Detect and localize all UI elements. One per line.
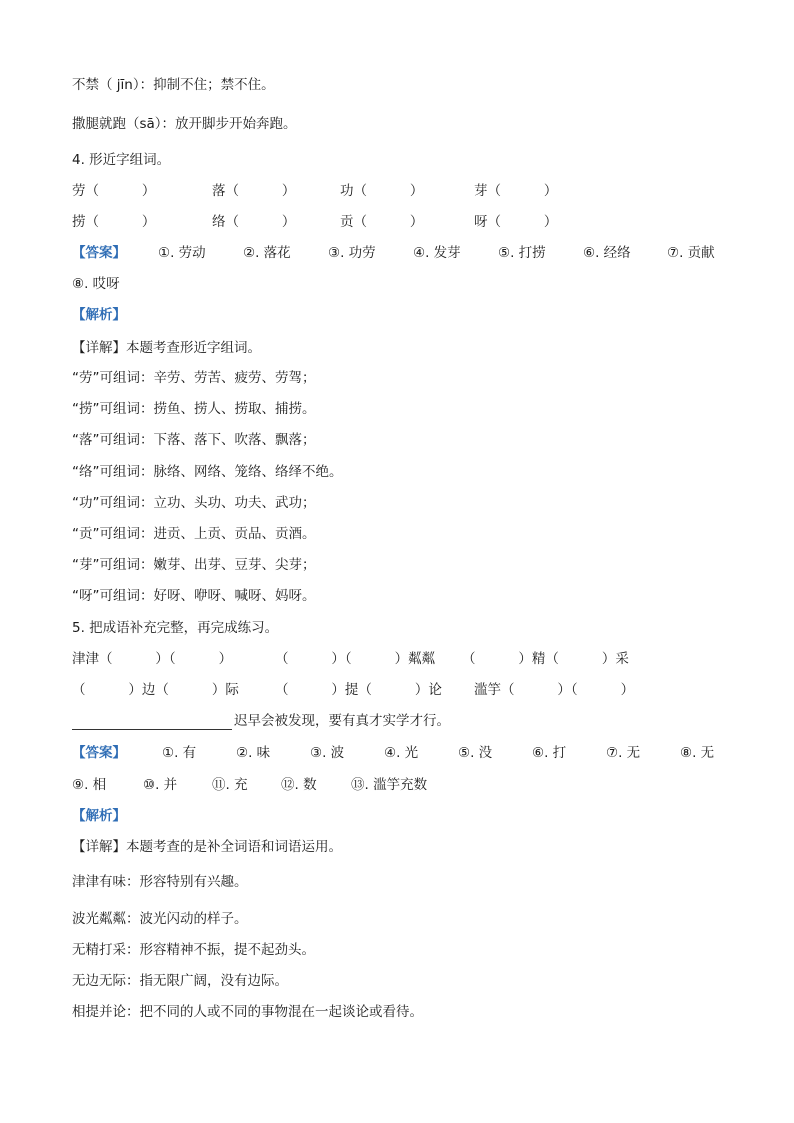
q4-explain-line: “劳”可组词：辛劳、劳苦、疲劳、劳驾；	[72, 370, 316, 386]
q5-explain-line: 波光粼粼：波光闪动的样子。	[72, 911, 248, 927]
definition-jin: 不禁（ jīn）：抑制不住；禁不住。	[72, 77, 275, 93]
q5-idiom-blank: （ ）（ ）粼粼	[275, 651, 436, 667]
q5-answer: ⑦. 无	[606, 745, 641, 761]
q5-idiom-blank: （ ）提（ ）论	[275, 682, 442, 698]
q4-title: 4. 形近字组词。	[72, 152, 171, 168]
fill-in-blank-underline	[72, 729, 232, 730]
q4-answer: ⑦. 贡献	[667, 245, 715, 261]
q4-explain-line: “落”可组词：下落、落下、吹落、飘落；	[72, 432, 316, 448]
q5-answer: ①. 有	[162, 745, 197, 761]
q4-explain-line: “芽”可组词：嫩芽、出芽、豆芽、尖芽；	[72, 557, 316, 573]
q5-answer: ⑥. 打	[532, 745, 567, 761]
q4-row2-item: 络（ ）	[212, 214, 296, 230]
q5-explain-line: 无精打采：形容精神不振，提不起劲头。	[72, 942, 315, 958]
q5-detail: 【详解】本题考查的是补全词语和词语运用。	[72, 839, 342, 855]
q4-answer: ①. 劳动	[158, 245, 206, 261]
q4-explain-line: “捞”可组词：捞鱼、捞人、捞取、捕捞。	[72, 401, 316, 417]
q5-answer: ⑩. 并	[143, 777, 178, 793]
q4-row1-item: 落（ ）	[212, 183, 296, 199]
q5-explain-line: 相提并论：把不同的人或不同的事物混在一起谈论或看待。	[72, 1004, 423, 1020]
q5-analysis-tag: 【解析】	[72, 808, 126, 824]
definition-sa: 撒腿就跑（sā）：放开脚步开始奔跑。	[72, 116, 297, 132]
q4-analysis-tag: 【解析】	[72, 307, 126, 323]
q5-answer: ⑧. 无	[680, 745, 715, 761]
q5-answer: ⑫. 数	[281, 777, 317, 793]
q4-row2-item: 呀（ ）	[474, 214, 558, 230]
q4-row1-item: 功（ ）	[340, 183, 424, 199]
q4-row2-item: 捞（ ）	[72, 214, 156, 230]
q5-answer: ④. 光	[384, 745, 419, 761]
q4-explain-line: “功”可组词：立功、头功、功夫、武功；	[72, 495, 316, 511]
q5-explain-line: 无边无际：指无限广阔，没有边际。	[72, 973, 288, 989]
q5-answer: ⑬. 滥竽充数	[351, 777, 428, 793]
q5-explain-line: 津津有味：形容特别有兴趣。	[72, 874, 248, 890]
q5-answer: ⑤. 没	[458, 745, 493, 761]
q5-answer-tag: 【答案】	[72, 745, 126, 761]
q4-answer: ②. 落花	[243, 245, 291, 261]
q4-explain-line: “贡”可组词：进贡、上贡、贡品、贡酒。	[72, 526, 316, 542]
q4-row2-item: 贡（ ）	[340, 214, 424, 230]
q4-answer-tag: 【答案】	[72, 245, 126, 261]
q4-answer: ⑤. 打捞	[498, 245, 546, 261]
q5-title: 5. 把成语补充完整，再完成练习。	[72, 620, 279, 636]
q5-answer: ②. 味	[236, 745, 271, 761]
q4-answer-last: ⑧. 哎呀	[72, 276, 120, 292]
q5-answer: ③. 波	[310, 745, 345, 761]
q5-answer: ⑨. 相	[72, 777, 107, 793]
q5-idiom-blank: 滥竽（ ）（ ）	[474, 682, 635, 698]
q4-explain-line: “络”可组词：脉络、网络、笼络、络绎不绝。	[72, 464, 343, 480]
q4-answer: ⑥. 经络	[583, 245, 631, 261]
q4-row1-item: 劳（ ）	[72, 183, 156, 199]
q4-answer: ③. 功劳	[328, 245, 376, 261]
q5-idiom-blank: 津津（ ）（ ）	[72, 651, 233, 667]
q4-explain-line: “呀”可组词：好呀、咿呀、喊呀、妈呀。	[72, 588, 316, 604]
q5-answer: ⑪. 充	[212, 777, 248, 793]
q4-detail: 【详解】本题考查形近字组词。	[72, 340, 261, 356]
q5-sentence: 迟早会被发现，要有真才实学才行。	[234, 713, 450, 729]
q5-idiom-blank: （ ）边（ ）际	[72, 682, 239, 698]
q5-idiom-blank: （ ）精（ ）采	[462, 651, 629, 667]
q4-answer: ④. 发芽	[413, 245, 461, 261]
q4-row1-item: 芽（ ）	[474, 183, 558, 199]
